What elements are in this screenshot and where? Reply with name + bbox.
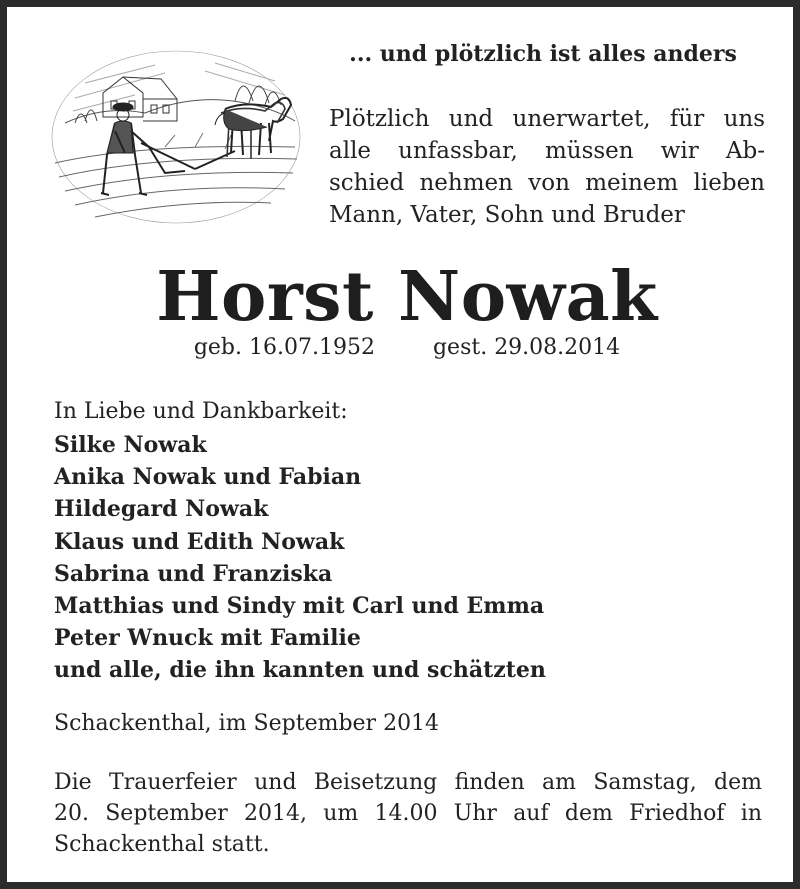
death-date: gest. 29.08.2014 — [432, 335, 621, 360]
service-line: 20. September 2014, um 14.00 Uhr auf dem Friedhof in — [54, 801, 762, 826]
notice-subtitle: ... und plötzlich ist alles anders — [349, 41, 737, 67]
intro-line: Mann, Vater, Sohn und Bruder — [329, 202, 685, 228]
mourners-list — [54, 429, 546, 687]
intro-text — [329, 103, 765, 231]
funeral-service-text — [54, 767, 762, 860]
mourner-entry: Hildegard Nowak — [54, 496, 269, 523]
service-line: Die Trauerfeier und Beisetzung finden am Samstag, dem — [54, 770, 762, 795]
mourner-entry: Peter Wnuck mit Familie — [54, 625, 361, 652]
mourner-entry: Silke Nowak — [54, 432, 207, 458]
birth-date: geb. 16.07.1952 — [193, 335, 375, 360]
thanks-line: In Liebe und Dankbarkeit: — [54, 399, 348, 424]
intro-line: alle unfassbar, müssen wir Ab- — [329, 138, 765, 164]
service-line: Schackenthal statt. — [54, 832, 270, 857]
mourner-entry: Matthias und Sindy mit Carl und Emma — [54, 593, 545, 620]
mourner-entry: Anika Nowak und Fabian — [54, 464, 362, 491]
intro-line: Plötzlich und unerwartet, für uns — [329, 106, 765, 132]
farmer-plowing-with-horses-icon — [45, 43, 307, 225]
place-date: Schackenthal, im September 2014 — [54, 711, 440, 736]
mourner-entry: Sabrina und Franziska — [54, 560, 333, 587]
mourner-entry: und alle, die ihn kannten und schätzten — [54, 657, 546, 684]
deceased-name: Horst Nowak — [156, 257, 658, 337]
mourner-entry: Klaus und Edith Nowak — [54, 528, 345, 555]
intro-line: schied nehmen von meinem lieben — [329, 170, 765, 196]
life-dates — [7, 335, 800, 360]
